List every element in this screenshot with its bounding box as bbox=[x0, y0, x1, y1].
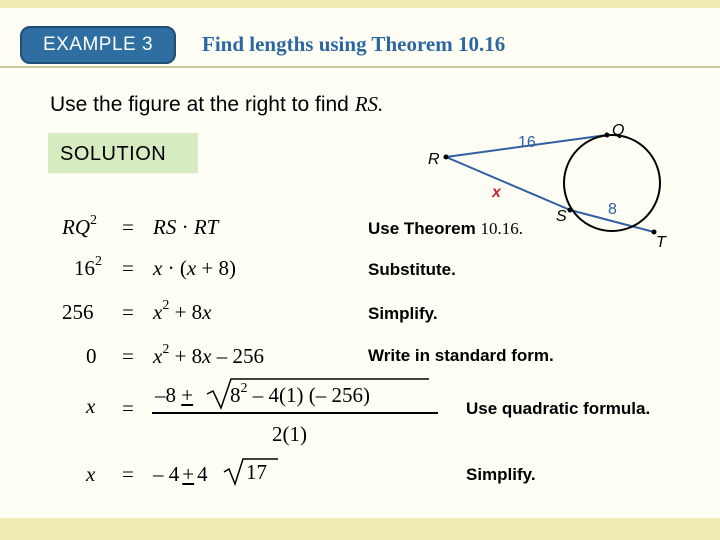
step3-lhs: 256 bbox=[62, 300, 94, 324]
label-t: T bbox=[656, 234, 666, 251]
point-q bbox=[605, 133, 610, 138]
label-q: Q bbox=[612, 122, 625, 139]
point-r bbox=[444, 155, 449, 160]
step5-fraction-bar bbox=[152, 412, 438, 414]
step2-equals: = bbox=[122, 256, 134, 280]
solution-label: SOLUTION bbox=[60, 143, 167, 165]
step6-lhs: x bbox=[86, 462, 96, 486]
step3-equals: = bbox=[122, 300, 134, 324]
label-x: x bbox=[492, 184, 501, 201]
label-16: 16 bbox=[518, 134, 536, 151]
instruction-text: Use the figure at the right to find bbox=[50, 93, 349, 116]
step6-note: Simplify. bbox=[466, 465, 536, 484]
example-badge: EXAMPLE 3 bbox=[20, 26, 176, 64]
step1-note: Use Theorem 10.16. bbox=[368, 219, 523, 238]
step4-equals: = bbox=[122, 344, 134, 368]
step4-note: Write in standard form. bbox=[368, 346, 554, 365]
step1-equals: = bbox=[122, 215, 134, 239]
step6-radicand: 17 bbox=[246, 460, 267, 484]
step2-lhs: $16^2$ bbox=[74, 254, 102, 280]
step5-radicand: $8^2 - 4(1)$ (– 256) bbox=[230, 381, 370, 407]
step2-note: Substitute. bbox=[368, 260, 456, 279]
step4-rhs: $x^2 + 8x - 256$ bbox=[153, 342, 264, 368]
bottom-band bbox=[0, 518, 720, 540]
step1-rhs: RS · RT bbox=[153, 215, 219, 239]
instruction-variable: RS. bbox=[354, 92, 384, 116]
step6-equals: = bbox=[122, 462, 134, 486]
step5-numerator: –8 + bbox=[155, 383, 194, 407]
page-title: Find lengths using Theorem 10.16 bbox=[202, 32, 506, 56]
step3-rhs: $x^2 + 8x$ bbox=[153, 298, 212, 324]
step5-note: Use quadratic formula. bbox=[466, 399, 651, 418]
label-8: 8 bbox=[608, 201, 617, 218]
label-s: S bbox=[556, 208, 567, 225]
point-s bbox=[568, 208, 573, 213]
step5-lhs: x bbox=[86, 394, 96, 418]
step4-lhs: 0 bbox=[86, 344, 97, 368]
step5-equals: = bbox=[122, 396, 134, 420]
segment-rs bbox=[446, 157, 570, 210]
step2-rhs: x · (x + 8) bbox=[153, 256, 236, 280]
step6-rhs: – 4 + 4 bbox=[153, 462, 208, 486]
step5-denominator: 2(1) bbox=[272, 422, 307, 446]
step3-note: Simplify. bbox=[368, 304, 438, 323]
step1-lhs: $RQ^2$ bbox=[62, 213, 97, 239]
label-r: R bbox=[428, 151, 440, 168]
